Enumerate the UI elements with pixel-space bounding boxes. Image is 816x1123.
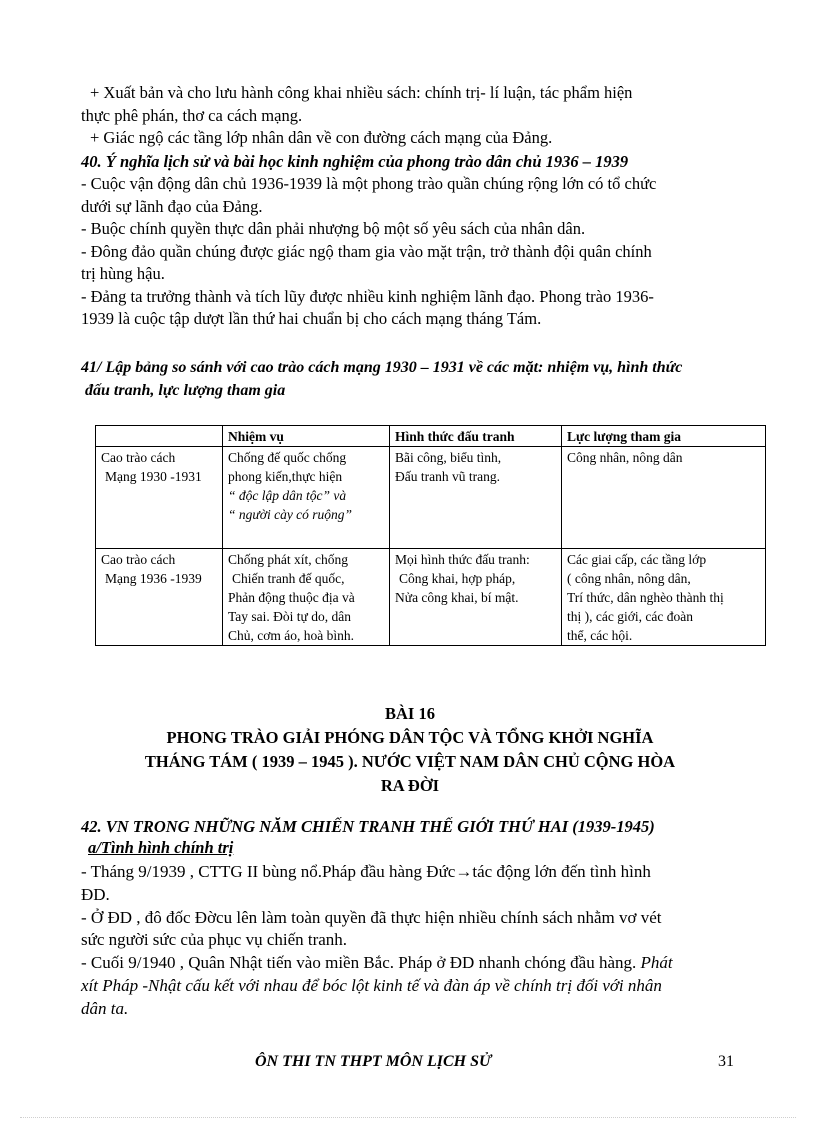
text-line: dân ta.	[81, 998, 129, 1018]
cell-text: Các giai cấp, các tầng lớp	[567, 552, 707, 567]
cell-text: Trí thức, dân nghèo thành thị	[567, 590, 724, 605]
text-line: - Cuộc vận động dân chủ 1936-1939 là một phong trào quần chúng rộng lớn có tổ chức	[81, 174, 657, 193]
top-paragraph	[81, 82, 741, 150]
cell-text: thị ), các giới, các đoàn	[567, 609, 693, 624]
cell-text: Mạng 1936 -1939	[105, 571, 202, 586]
table-row	[96, 447, 766, 549]
comparison-table	[95, 425, 766, 646]
section-42-heading: 42. VN TRONG NHỮNG NĂM CHIẾN TRANH THẾ GIỚI THỨ HAI (1939-1945)	[81, 817, 655, 836]
cell-text: “ độc lập dân tộc” và	[228, 488, 347, 503]
cell-text: thể, các hội.	[567, 628, 633, 643]
lesson-title-line: THÁNG TÁM ( 1939 – 1945 ). NƯỚC VIỆT NAM DÂN CHỦ CỘNG HÒA	[144, 752, 676, 771]
cell-text: Công nhân, nông dân	[567, 450, 683, 465]
cell-text: ( công nhân, nông dân,	[567, 571, 691, 586]
heading-line: 41/ Lập bảng so sánh với cao trào cách mạng 1930 – 1931 về các mặt: nhiệm vụ, hình thức	[81, 359, 683, 376]
cell-text: phong kiến,thực hiện	[228, 469, 343, 484]
section-41-heading	[81, 357, 781, 402]
text-line: - Đông đảo quần chúng được giác ngộ tham gia vào mặt trận, trở thành đội quân chính	[81, 241, 652, 261]
cell-text: Chống phát xít, chống	[228, 552, 348, 567]
table-row	[96, 549, 766, 646]
cell-text: Nửa công khai, bí mật.	[395, 590, 519, 605]
cell-text: Mạng 1930 -1931	[105, 469, 202, 484]
lesson-number: BÀI 16	[385, 704, 435, 723]
heading-line: đấu tranh, lực lượng tham gia	[85, 381, 286, 399]
text-span: Phát	[640, 953, 673, 973]
text-line: ĐD.	[81, 884, 110, 904]
cell-text: Đấu tranh vũ trang.	[395, 469, 500, 484]
cell-text: Chiến tranh đế quốc,	[232, 571, 345, 586]
table-cell	[96, 549, 223, 646]
cell-text: Chủ, cơm áo, hoà bình.	[228, 628, 354, 643]
table-header-cell: Hình thức đấu tranh	[390, 426, 562, 447]
cell-text: Phản động thuộc địa và	[228, 590, 355, 605]
text-span: tác động lớn đến tình hình	[472, 862, 651, 881]
section-42-subheading: a/Tình hình chính trị	[88, 838, 234, 857]
text-line: + Giác ngộ các tầng lớp nhân dân về con đường cách mạng của Đảng.	[90, 128, 553, 147]
table-header-cell	[96, 426, 223, 447]
cell-text: Cao trào cách	[101, 552, 176, 567]
lesson-title-block	[60, 702, 760, 798]
lesson-title-line: RA ĐỜI	[380, 776, 440, 795]
text-span: - Tháng 9/1939 , CTTG II bùng nổ.Pháp đầu hàng Đức	[81, 862, 456, 881]
text-line: + Xuất bản và cho lưu hành công khai nhiều sách: chính trị- lí luận, tác phẩm hiện	[90, 83, 633, 102]
cell-text: Chống đế quốc chống	[228, 450, 347, 465]
arrow-icon: →	[455, 862, 473, 881]
cell-text: “ người cày có ruộng”	[228, 507, 353, 522]
text-line: 1939 là cuộc tập dượt lần thứ hai chuẩn bị cho cách mạng tháng Tám.	[81, 309, 542, 328]
cell-text: Công khai, hợp pháp,	[399, 571, 516, 586]
text-line: - Ở ĐD , đô đốc Đờcu lên làm toàn quyền đã thực hiện nhiều chính sách nhằm vơ vét	[81, 907, 662, 927]
footer-title: ÔN THI TN THPT MÔN LỊCH SỬ	[255, 1053, 492, 1070]
text-line: - Đảng ta trưởng thành và tích lũy được nhiều kinh nghiệm lãnh đạo. Phong trào 1936-	[81, 286, 654, 306]
section-40-heading: 40. Ý nghĩa lịch sử và bài học kinh nghiệm của phong trào dân chủ 1936 – 1939	[81, 152, 629, 171]
page-divider	[20, 1117, 796, 1118]
cell-text: Mọi hình thức đấu tranh:	[395, 552, 530, 567]
text-line: xít Pháp -Nhật cấu kết với nhau để bóc lột kinh tế và đàn áp về chính trị đối với nhân	[81, 975, 662, 995]
cell-text: Cao trào cách	[101, 450, 176, 465]
text-line: thực phê phán, thơ ca cách mạng.	[81, 105, 303, 125]
table-cell	[562, 447, 766, 549]
text-line	[81, 861, 741, 884]
table-header-row	[96, 426, 766, 447]
table-cell	[562, 549, 766, 646]
text-line	[81, 952, 741, 975]
table-header-cell: Nhiệm vụ	[223, 426, 390, 447]
table-cell	[390, 447, 562, 549]
text-line: sức người sức của phục vụ chiến tranh.	[81, 930, 348, 950]
section-42-body	[81, 861, 741, 1021]
section-40-body	[81, 173, 741, 331]
text-line: dưới sự lãnh đạo của Đảng.	[81, 196, 263, 216]
table-header-cell: Lực lượng tham gia	[562, 426, 766, 447]
table-cell	[390, 549, 562, 646]
lesson-title-line: PHONG TRÀO GIẢI PHÓNG DÂN TỘC VÀ TỔNG KHỞI NGHĨA	[166, 728, 654, 747]
page-number: 31	[718, 1053, 734, 1070]
text-line: trị hùng hậu.	[81, 264, 165, 283]
table-cell	[223, 549, 390, 646]
cell-text: Tay sai. Đòi tự do, dân	[228, 609, 351, 624]
cell-text: Bãi công, biểu tình,	[395, 450, 502, 465]
text-line: - Buộc chính quyền thực dân phải nhượng bộ một số yêu sách của nhân dân.	[81, 219, 586, 238]
text-span: - Cuối 9/1940 , Quân Nhật tiến vào miền Bắc. Pháp ở ĐD nhanh chóng đầu hàng.	[81, 953, 637, 973]
table-cell	[96, 447, 223, 549]
table-cell	[223, 447, 390, 549]
